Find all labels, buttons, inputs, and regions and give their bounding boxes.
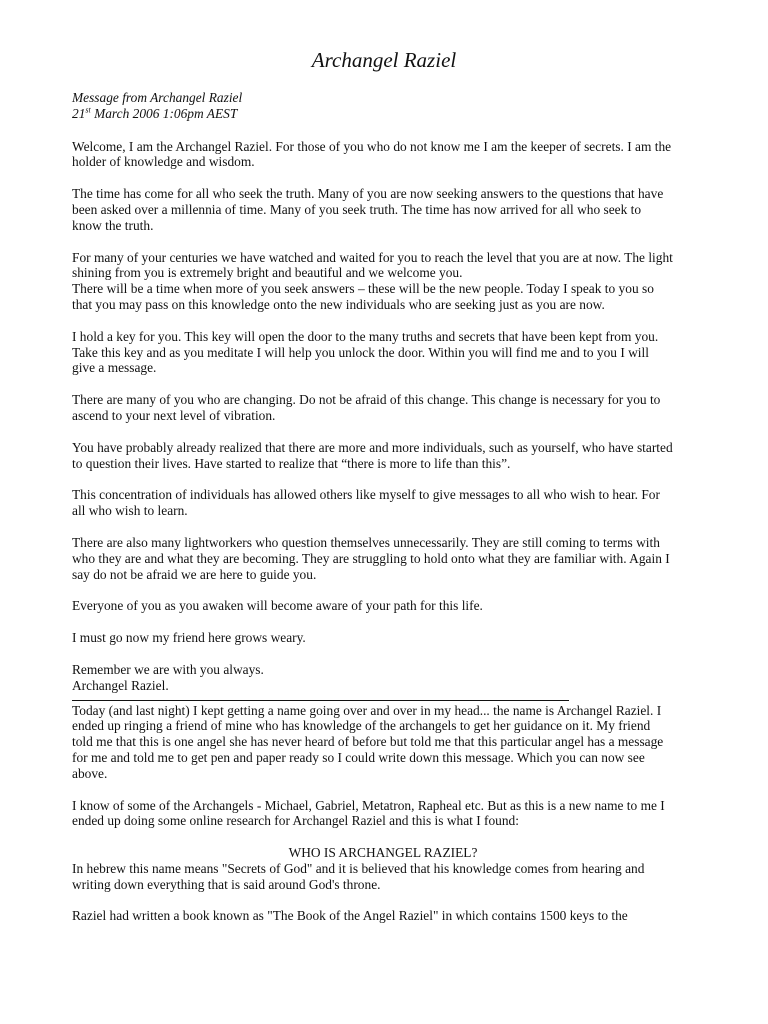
text-line: who they are and what they are becoming. They are struggling to hold onto what they are familiar with. Again I xyxy=(72,550,670,566)
text-line: all who wish to learn. xyxy=(72,503,188,519)
text-line: say do not be afraid we are here to guide you. xyxy=(72,566,317,582)
message-paragraphs xyxy=(72,139,694,646)
closing-line: Remember we are with you always. xyxy=(72,661,264,677)
text-line: Raziel had written a book known as "The Book of the Angel Raziel" in which contains 1500 keys to the xyxy=(72,908,628,924)
text-line: I know of some of the Archangels - Michael, Gabriel, Metatron, Rapheal etc. But as this is a new name to me I xyxy=(72,797,665,813)
text-line: holder of knowledge and wisdom. xyxy=(72,154,255,170)
section-paragraph xyxy=(72,908,694,924)
text-line: Everyone of you as you awaken will become aware of your path for this life. xyxy=(72,598,483,614)
date-suffix: st xyxy=(85,105,91,115)
text-line: For many of your centuries we have watched and waited for you to reach the level that you are at now. The light xyxy=(72,249,673,265)
text-line: for me and told me to get pen and paper ready so I could write down this message. Which you can now see xyxy=(72,749,645,765)
text-line: The time has come for all who seek the truth. Many of you are now seeking answers to the questions that have xyxy=(72,186,664,202)
message-paragraph xyxy=(72,598,694,614)
story-paragraph xyxy=(72,798,694,830)
message-paragraph xyxy=(72,392,694,424)
text-line: that you may pass on this knowledge onto the new individuals who are seeking just as you are now. xyxy=(72,296,605,312)
text-line: Welcome, I am the Archangel Raziel. For those of you who do not know me I am the keeper of secrets. I am the xyxy=(72,138,672,154)
text-line: I hold a key for you. This key will open the door to the many truths and secrets that have been kept from you. xyxy=(72,328,659,344)
text-line: give a message. xyxy=(72,360,157,376)
text-line: writing down everything that is said around God's throne. xyxy=(72,876,381,892)
date-day: 21 xyxy=(72,105,86,121)
text-line: ended up doing some online research for Archangel Raziel and this is what I found: xyxy=(72,813,519,829)
section-paragraphs xyxy=(72,861,694,924)
date-rest: March 2006 1:06pm AEST xyxy=(90,105,238,121)
text-line: to question their lives. Have started to realize that “there is more to life than this”. xyxy=(72,455,511,471)
closing xyxy=(72,662,694,694)
story-paragraph xyxy=(72,703,694,782)
text-line: been asked over a millennia of time. Many of you seek truth. The time has now arrived for all who seek to xyxy=(72,201,642,217)
document-title: Archangel Raziel xyxy=(311,48,457,72)
message-paragraph xyxy=(72,487,694,519)
text-line: shining from you is extremely bright and beautiful and we welcome you. xyxy=(72,265,463,281)
text-line: In hebrew this name means "Secrets of God" and it is believed that his knowledge comes from hearing and xyxy=(72,860,645,876)
divider-line xyxy=(72,700,569,701)
text-line: told me that this is one angel she has never heard of before but told me that this particular angel has a message xyxy=(72,734,664,750)
message-paragraph xyxy=(72,329,694,376)
text-line: There are many of you who are changing. Do not be afraid of this change. This change is necessary for you to xyxy=(72,392,661,408)
text-line: This concentration of individuals has allowed others like myself to give messages to all who wish to hear. For xyxy=(72,487,660,503)
message-paragraph xyxy=(72,535,694,582)
message-date xyxy=(72,106,694,122)
text-line: ended up ringing a friend of mine who has knowledge of the archangels to get her guidance on it. My friend xyxy=(72,718,651,734)
document-body xyxy=(72,90,694,940)
text-line: ascend to your next level of vibration. xyxy=(72,407,276,423)
message-paragraph xyxy=(72,630,694,646)
message-source: Message from Archangel Raziel xyxy=(72,90,243,105)
story-paragraphs xyxy=(72,703,694,830)
section-paragraph xyxy=(72,861,694,893)
message-paragraph xyxy=(72,250,694,313)
text-line: There will be a time when more of you seek answers – these will be the new people. Today I speak to you so xyxy=(72,281,654,297)
section-heading: WHO IS ARCHANGEL RAZIEL? xyxy=(288,845,478,861)
text-line: Today (and last night) I kept getting a name going over and over in my head... the name is Archangel Raziel. I xyxy=(72,702,662,718)
signature: Archangel Raziel. xyxy=(72,677,169,693)
text-line: know the truth. xyxy=(72,217,154,233)
text-line: Take this key and as you meditate I will help you unlock the door. Within you will find me and to you I will xyxy=(72,344,649,360)
message-meta xyxy=(72,90,694,122)
message-paragraph xyxy=(72,186,694,233)
message-paragraph xyxy=(72,440,694,472)
text-line: above. xyxy=(72,765,108,781)
message-paragraph xyxy=(72,139,694,171)
text-line: There are also many lightworkers who question themselves unnecessarily. They are still coming to terms with xyxy=(72,534,660,550)
text-line: I must go now my friend here grows weary. xyxy=(72,630,306,646)
text-line: You have probably already realized that there are more and more individuals, such as yourself, who have started xyxy=(72,439,673,455)
